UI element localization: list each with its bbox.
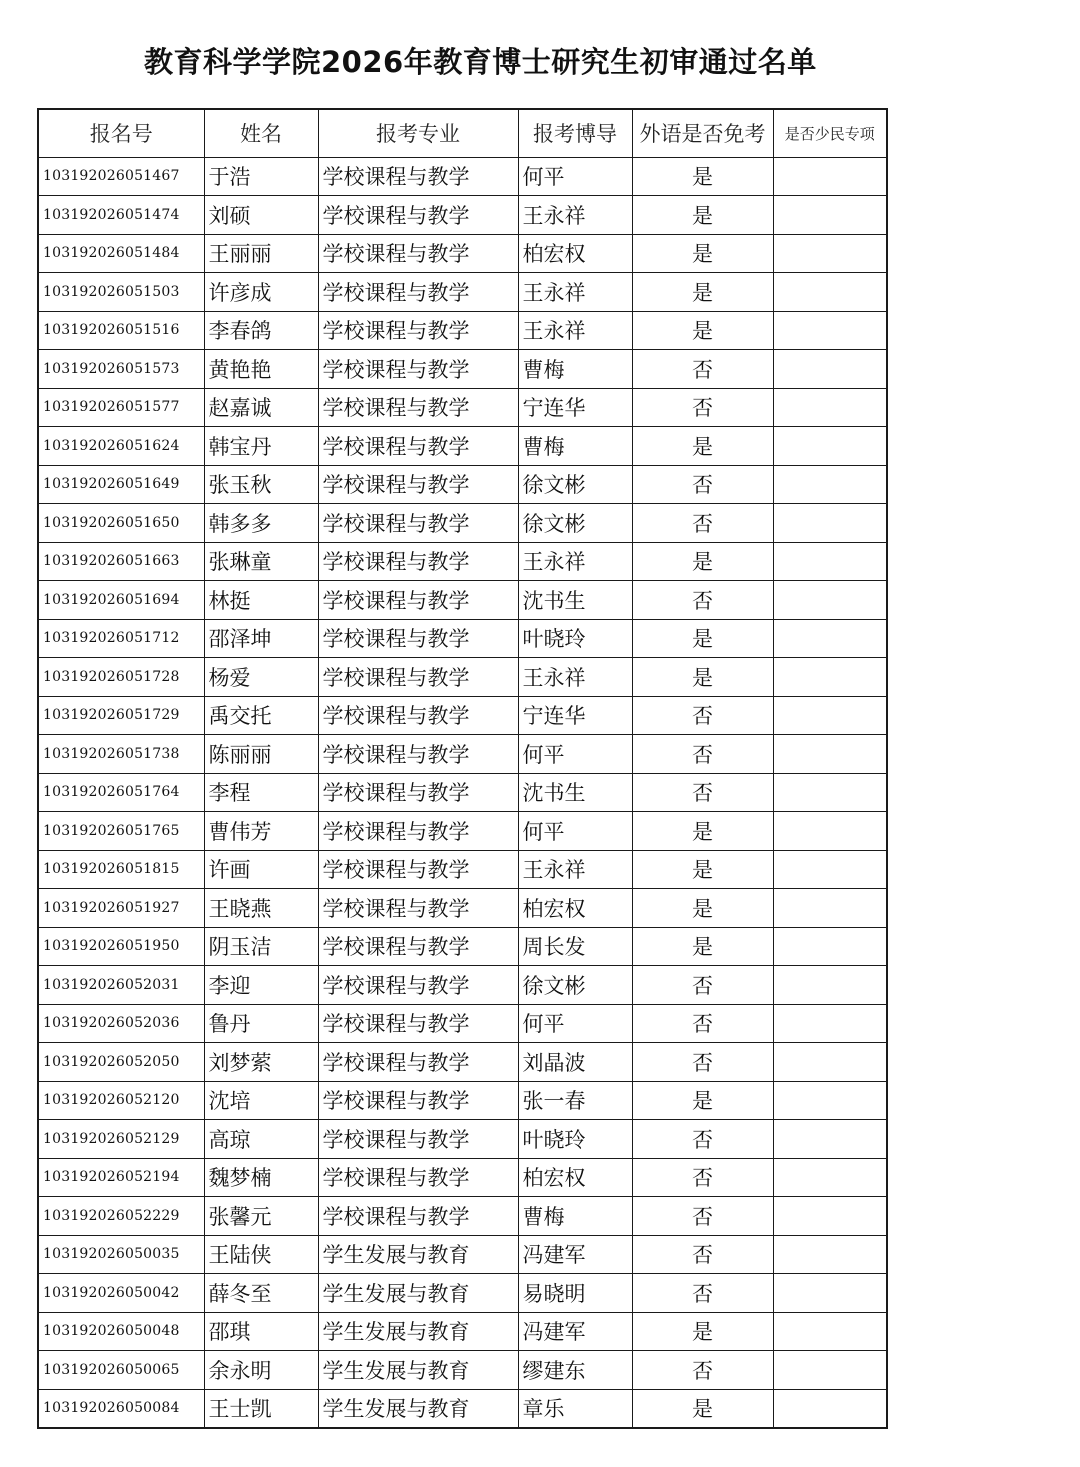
cell-exempt: 否 [632,1043,773,1082]
cell-name: 张馨元 [204,1197,318,1236]
cell-name: 张玉秋 [204,465,318,504]
cell-major: 学生发展与教育 [318,1235,518,1274]
table-row [38,927,887,966]
cell-exempt: 是 [632,812,773,851]
cell-registration-id: 103192026051815 [38,850,204,889]
cell-supervisor: 曹梅 [518,427,632,466]
cell-name: 林挺 [204,581,318,620]
cell-exempt: 是 [632,927,773,966]
cell-major: 学校课程与教学 [318,735,518,774]
header-name: 姓名 [204,109,318,157]
table-row [38,1120,887,1159]
cell-major: 学校课程与教学 [318,311,518,350]
cell-name: 李程 [204,773,318,812]
cell-minority [773,619,887,658]
cell-name: 魏梦楠 [204,1158,318,1197]
cell-registration-id: 103192026051663 [38,542,204,581]
cell-registration-id: 103192026051624 [38,427,204,466]
table-row [38,1043,887,1082]
cell-exempt: 否 [632,388,773,427]
cell-name: 禹交托 [204,696,318,735]
cell-major: 学生发展与教育 [318,1274,518,1313]
cell-supervisor: 冯建军 [518,1235,632,1274]
cell-name: 邵琪 [204,1312,318,1351]
cell-major: 学校课程与教学 [318,889,518,928]
cell-major: 学校课程与教学 [318,196,518,235]
cell-minority [773,889,887,928]
table-row [38,273,887,312]
table-row [38,1004,887,1043]
table-row [38,350,887,389]
cell-registration-id: 103192026051728 [38,658,204,697]
cell-minority [773,273,887,312]
cell-major: 学校课程与教学 [318,542,518,581]
header-id: 报名号 [38,109,204,157]
table-row [38,427,887,466]
cell-major: 学校课程与教学 [318,619,518,658]
cell-exempt: 否 [632,1120,773,1159]
cell-registration-id: 103192026050048 [38,1312,204,1351]
cell-major: 学校课程与教学 [318,273,518,312]
table-row [38,735,887,774]
cell-supervisor: 张一春 [518,1081,632,1120]
cell-registration-id: 103192026051694 [38,581,204,620]
cell-supervisor: 何平 [518,812,632,851]
cell-major: 学校课程与教学 [318,427,518,466]
table-row [38,1351,887,1390]
cell-name: 王晓燕 [204,889,318,928]
cell-supervisor: 何平 [518,735,632,774]
table-row [38,465,887,504]
cell-supervisor: 柏宏权 [518,234,632,273]
cell-major: 学校课程与教学 [318,812,518,851]
cell-supervisor: 徐文彬 [518,966,632,1005]
cell-exempt: 否 [632,735,773,774]
cell-minority [773,850,887,889]
cell-name: 王陆侠 [204,1235,318,1274]
cell-supervisor: 缪建东 [518,1351,632,1390]
cell-major: 学校课程与教学 [318,1197,518,1236]
cell-major: 学校课程与教学 [318,966,518,1005]
cell-name: 张琳童 [204,542,318,581]
cell-minority [773,812,887,851]
cell-major: 学校课程与教学 [318,927,518,966]
header-major: 报考专业 [318,109,518,157]
table-row [38,196,887,235]
header-supervisor: 报考博导 [518,109,632,157]
cell-registration-id: 103192026052050 [38,1043,204,1082]
cell-exempt: 否 [632,773,773,812]
cell-major: 学校课程与教学 [318,1158,518,1197]
cell-exempt: 是 [632,1389,773,1428]
cell-minority [773,696,887,735]
cell-minority [773,1197,887,1236]
cell-exempt: 是 [632,196,773,235]
cell-minority [773,311,887,350]
cell-supervisor: 王永祥 [518,196,632,235]
cell-minority [773,350,887,389]
cell-minority [773,157,887,196]
cell-exempt: 是 [632,850,773,889]
cell-major: 学校课程与教学 [318,581,518,620]
cell-name: 陈丽丽 [204,735,318,774]
cell-minority [773,1120,887,1159]
cell-exempt: 否 [632,966,773,1005]
cell-supervisor: 曹梅 [518,1197,632,1236]
table-row [38,773,887,812]
cell-major: 学校课程与教学 [318,504,518,543]
cell-name: 黄艳艳 [204,350,318,389]
cell-registration-id: 103192026051484 [38,234,204,273]
cell-registration-id: 103192026051764 [38,773,204,812]
table-row [38,504,887,543]
cell-registration-id: 103192026051650 [38,504,204,543]
cell-exempt: 否 [632,504,773,543]
cell-supervisor: 何平 [518,157,632,196]
cell-exempt: 是 [632,157,773,196]
table-row [38,234,887,273]
cell-minority [773,773,887,812]
cell-exempt: 否 [632,1235,773,1274]
cell-exempt: 否 [632,696,773,735]
cell-exempt: 是 [632,542,773,581]
table-row [38,850,887,889]
cell-registration-id: 103192026052031 [38,966,204,1005]
cell-exempt: 否 [632,1158,773,1197]
table-row [38,1235,887,1274]
header-exempt: 外语是否免考 [632,109,773,157]
cell-name: 薛冬至 [204,1274,318,1313]
cell-exempt: 是 [632,889,773,928]
table-row [38,1197,887,1236]
cell-registration-id: 103192026052120 [38,1081,204,1120]
table-row [38,966,887,1005]
header-minority: 是否少民专项 [773,109,887,157]
cell-major: 学校课程与教学 [318,388,518,427]
table-row [38,1158,887,1197]
cell-major: 学校课程与教学 [318,465,518,504]
cell-minority [773,542,887,581]
cell-supervisor: 柏宏权 [518,1158,632,1197]
cell-major: 学校课程与教学 [318,658,518,697]
cell-supervisor: 易晓明 [518,1274,632,1313]
cell-supervisor: 王永祥 [518,542,632,581]
cell-name: 沈培 [204,1081,318,1120]
cell-name: 阴玉洁 [204,927,318,966]
cell-minority [773,927,887,966]
cell-minority [773,1312,887,1351]
cell-supervisor: 章乐 [518,1389,632,1428]
cell-registration-id: 103192026052194 [38,1158,204,1197]
cell-major: 学校课程与教学 [318,1043,518,1082]
cell-exempt: 是 [632,1312,773,1351]
cell-registration-id: 103192026051765 [38,812,204,851]
cell-minority [773,465,887,504]
table-row [38,388,887,427]
cell-registration-id: 103192026051649 [38,465,204,504]
cell-name: 邵泽坤 [204,619,318,658]
cell-major: 学校课程与教学 [318,850,518,889]
cell-exempt: 是 [632,427,773,466]
cell-name: 刘梦萦 [204,1043,318,1082]
cell-registration-id: 103192026051474 [38,196,204,235]
cell-exempt: 否 [632,350,773,389]
cell-supervisor: 叶晓玲 [518,1120,632,1159]
table-body [38,157,887,1428]
cell-supervisor: 周长发 [518,927,632,966]
cell-name: 韩宝丹 [204,427,318,466]
cell-registration-id: 103192026051503 [38,273,204,312]
cell-major: 学校课程与教学 [318,1081,518,1120]
table-row [38,696,887,735]
cell-registration-id: 103192026050065 [38,1351,204,1390]
cell-major: 学校课程与教学 [318,1004,518,1043]
cell-major: 学校课程与教学 [318,234,518,273]
table-row [38,1274,887,1313]
cell-minority [773,1158,887,1197]
cell-major: 学校课程与教学 [318,350,518,389]
cell-major: 学生发展与教育 [318,1389,518,1428]
admission-list-table [37,108,888,1429]
cell-major: 学生发展与教育 [318,1312,518,1351]
cell-name: 赵嘉诚 [204,388,318,427]
cell-minority [773,1389,887,1428]
cell-registration-id: 103192026052036 [38,1004,204,1043]
table-row [38,311,887,350]
table-row [38,1081,887,1120]
cell-registration-id: 103192026050084 [38,1389,204,1428]
cell-minority [773,581,887,620]
cell-minority [773,1351,887,1390]
cell-minority [773,388,887,427]
cell-exempt: 是 [632,1081,773,1120]
cell-exempt: 否 [632,1351,773,1390]
cell-supervisor: 宁连华 [518,388,632,427]
cell-registration-id: 103192026050042 [38,1274,204,1313]
cell-minority [773,234,887,273]
cell-supervisor: 何平 [518,1004,632,1043]
cell-minority [773,735,887,774]
cell-name: 李春鸽 [204,311,318,350]
cell-minority [773,1081,887,1120]
cell-supervisor: 徐文彬 [518,465,632,504]
cell-exempt: 否 [632,1197,773,1236]
table-row [38,812,887,851]
cell-exempt: 是 [632,273,773,312]
cell-major: 学校课程与教学 [318,157,518,196]
cell-registration-id: 103192026051738 [38,735,204,774]
cell-name: 于浩 [204,157,318,196]
cell-supervisor: 刘晶波 [518,1043,632,1082]
cell-name: 许画 [204,850,318,889]
cell-minority [773,504,887,543]
cell-minority [773,658,887,697]
cell-registration-id: 103192026051573 [38,350,204,389]
cell-exempt: 否 [632,1274,773,1313]
cell-registration-id: 103192026051950 [38,927,204,966]
cell-exempt: 是 [632,658,773,697]
cell-major: 学校课程与教学 [318,696,518,735]
table-row [38,581,887,620]
cell-name: 曹伟芳 [204,812,318,851]
cell-name: 王丽丽 [204,234,318,273]
cell-registration-id: 103192026051467 [38,157,204,196]
header-row [38,109,887,157]
cell-major: 学生发展与教育 [318,1351,518,1390]
page-title: 教育科学学院2026年教育博士研究生初审通过名单 [144,45,817,79]
cell-exempt: 是 [632,311,773,350]
cell-supervisor: 宁连华 [518,696,632,735]
cell-exempt: 是 [632,234,773,273]
cell-supervisor: 王永祥 [518,658,632,697]
cell-exempt: 否 [632,581,773,620]
cell-minority [773,966,887,1005]
cell-registration-id: 103192026051516 [38,311,204,350]
cell-registration-id: 103192026051712 [38,619,204,658]
cell-name: 杨爱 [204,658,318,697]
cell-supervisor: 王永祥 [518,311,632,350]
cell-major: 学校课程与教学 [318,773,518,812]
cell-supervisor: 沈书生 [518,773,632,812]
cell-supervisor: 徐文彬 [518,504,632,543]
cell-supervisor: 王永祥 [518,850,632,889]
cell-minority [773,1043,887,1082]
cell-registration-id: 103192026050035 [38,1235,204,1274]
table-row [38,889,887,928]
cell-supervisor: 曹梅 [518,350,632,389]
cell-name: 余永明 [204,1351,318,1390]
table-row [38,619,887,658]
table-row [38,1312,887,1351]
cell-supervisor: 冯建军 [518,1312,632,1351]
cell-registration-id: 103192026051577 [38,388,204,427]
cell-registration-id: 103192026051729 [38,696,204,735]
table-row [38,542,887,581]
cell-supervisor: 叶晓玲 [518,619,632,658]
table-row [38,1389,887,1428]
cell-name: 李迎 [204,966,318,1005]
cell-supervisor: 柏宏权 [518,889,632,928]
table-row [38,658,887,697]
cell-name: 高琼 [204,1120,318,1159]
cell-exempt: 是 [632,619,773,658]
cell-minority [773,196,887,235]
cell-minority [773,1004,887,1043]
cell-supervisor: 沈书生 [518,581,632,620]
cell-name: 韩多多 [204,504,318,543]
cell-registration-id: 103192026052129 [38,1120,204,1159]
cell-major: 学校课程与教学 [318,1120,518,1159]
cell-name: 鲁丹 [204,1004,318,1043]
cell-registration-id: 103192026052229 [38,1197,204,1236]
cell-name: 许彦成 [204,273,318,312]
cell-name: 王士凯 [204,1389,318,1428]
table-row [38,157,887,196]
cell-minority [773,427,887,466]
cell-exempt: 否 [632,465,773,504]
cell-supervisor: 王永祥 [518,273,632,312]
cell-name: 刘硕 [204,196,318,235]
cell-registration-id: 103192026051927 [38,889,204,928]
cell-minority [773,1235,887,1274]
cell-minority [773,1274,887,1313]
cell-exempt: 否 [632,1004,773,1043]
